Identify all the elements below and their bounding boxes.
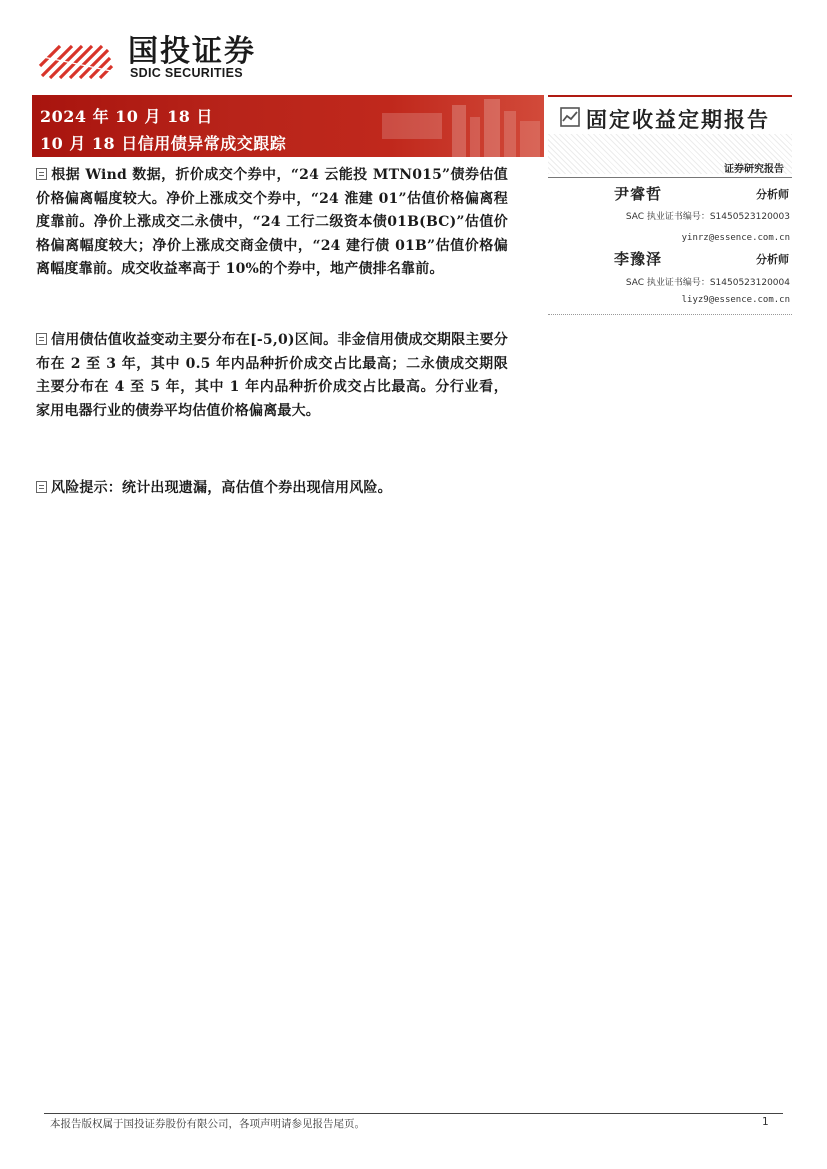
chart-line-icon — [560, 107, 580, 127]
title-banner — [32, 95, 544, 157]
summary-paragraph-text: 信用债估值收益变动主要分布在[-5,0)区间。非金信用债成交期限主要分布在 2 至 3 年，其中 0.5 年内品种折价成交占比最高；二永债成交期限主要分布在 4 至 5 年，其中 1 年内品种折价成交占比最高。分行业看，家用电器行业的债券平均估值价格偏离最大。 — [36, 332, 508, 419]
sdic-logo-mark-icon — [38, 36, 120, 80]
logo-name-cn: 国投证券 — [128, 34, 256, 69]
bullet-list-icon — [36, 333, 47, 345]
report-category: 证券研究报告 — [724, 164, 784, 175]
header-divider — [548, 95, 792, 97]
risk-warning-paragraph — [36, 477, 508, 501]
page-number: 1 — [762, 1116, 769, 1128]
summary-paragraph — [36, 329, 508, 423]
footer-divider — [44, 1113, 783, 1114]
logo-name-en: SDIC SECURITIES — [130, 66, 243, 80]
analyst-sac-number: SAC 执业证书编号：S1450523120004 — [625, 278, 790, 288]
report-date: 2024 年 10 月 18 日 — [40, 107, 213, 126]
analyst-role: 分析师 — [756, 253, 789, 266]
risk-warning-text: 风险提示：统计出现遗漏，高估值个券出现信用风险。 — [51, 480, 392, 496]
summary-paragraph-text: 根据 Wind 数据，折价成交个券中，“24 云能投 MTN015”债券估值价格偏离幅度较大。净价上涨成交个券中，“24 淮建 01”估值价格偏离程度靠前。净价上涨成交二永债中，“24 工行二级资本债01B(BC)”估值价格偏离幅度较大；净价上涨成交商金债中，“24 建行债 01B”估值价格偏离幅度靠前。成交收益率高于 10%的个券中，地产债排名靠前。 — [36, 167, 508, 277]
analyst-divider-bottom — [548, 314, 792, 315]
analyst-name: 李豫泽 — [614, 250, 663, 268]
report-type-text: 固定收益定期报告 — [586, 107, 770, 132]
analyst-email-link[interactable]: liyz9@essence.com.cn — [681, 295, 790, 305]
banner-building-decoration-icon — [372, 95, 544, 157]
analyst-divider-top — [548, 177, 792, 178]
bullet-list-icon — [36, 168, 47, 180]
report-type-heading — [560, 104, 792, 134]
footer-disclaimer: 本报告版权属于国投证券股份有限公司，各项声明请参见报告尾页。 — [50, 1118, 365, 1130]
report-title: 10 月 18 日信用债异常成交跟踪 — [40, 134, 287, 153]
company-logo — [38, 36, 278, 84]
analyst-sac-number: SAC 执业证书编号：S1450523120003 — [625, 212, 790, 222]
analyst-email-link[interactable]: yinrz@essence.com.cn — [681, 233, 790, 243]
analyst-name: 尹睿哲 — [614, 185, 663, 203]
analyst-role: 分析师 — [756, 188, 789, 201]
bullet-list-icon — [36, 481, 47, 493]
summary-paragraph — [36, 164, 508, 282]
